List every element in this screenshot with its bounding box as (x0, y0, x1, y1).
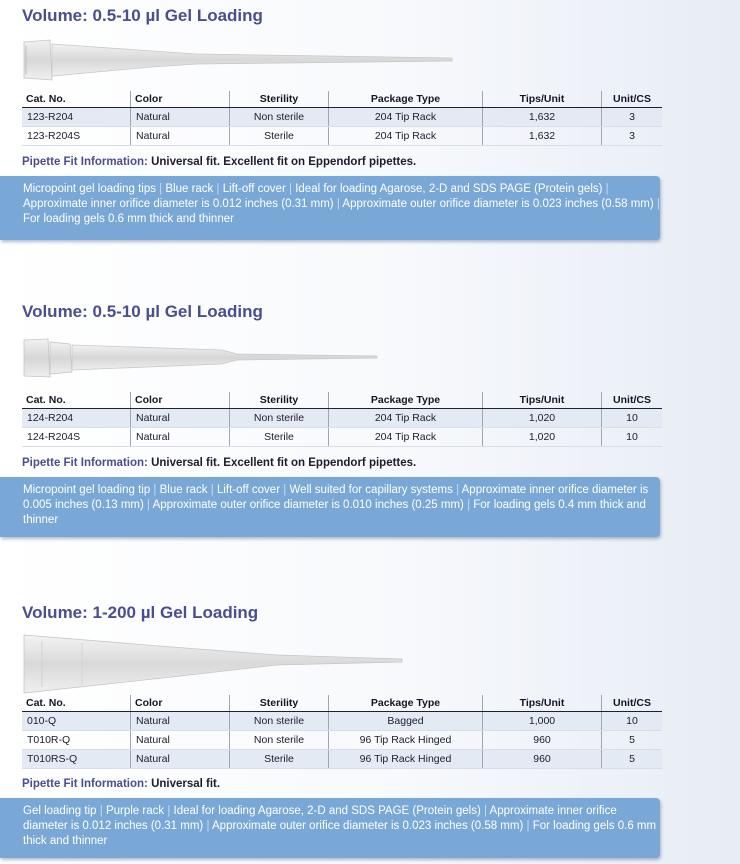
fit-text: Universal fit. Excellent fit on Eppendorf pipettes. (151, 156, 417, 168)
desc-item: Lift-off cover (216, 484, 281, 496)
cell-cat-no: T010R-Q (22, 731, 131, 750)
fit-label: Pipette Fit Information: (22, 156, 148, 168)
desc-item: For loading gels 0.4 mm thick and thinner (23, 499, 646, 526)
desc-item: Approximate outer orifice diameter is 0.023 inches (0.58 mm) (342, 198, 654, 210)
cell-color: Natural (131, 108, 230, 127)
spec-table (22, 695, 662, 769)
desc-item: Approximate inner orifice diameter is 0.005 inches (0.13 mm) (23, 484, 649, 511)
volume-title: Volume: 1-200 µl Gel Loading (22, 603, 259, 622)
header-cat-no: Cat. No. (22, 695, 131, 712)
cell-unit: 5 (602, 750, 663, 769)
cell-sterility: Non sterile (230, 108, 329, 127)
separator: | (153, 484, 157, 496)
cell-sterility: Sterile (230, 750, 329, 769)
cell-package: Bagged (329, 712, 483, 731)
cell-cat-no: 123-R204S (22, 127, 131, 146)
cell-tips: 1,020 (483, 428, 602, 447)
header-cat-no: Cat. No. (22, 91, 131, 108)
pipette-fit-info (22, 778, 220, 790)
separator: | (336, 198, 340, 210)
cell-package: 204 Tip Rack (329, 428, 483, 447)
desc-item: Purple rack (105, 805, 165, 817)
table-row (22, 127, 662, 146)
cell-color: Natural (131, 127, 230, 146)
header-unit-cs: Unit/CS (602, 392, 663, 409)
desc-item: Approximate outer orifice diameter is 0.023 inches (0.58 mm) (212, 820, 524, 832)
separator: | (456, 484, 460, 496)
separator: | (656, 198, 660, 210)
header-color: Color (131, 392, 230, 409)
header-sterility: Sterility (230, 695, 329, 712)
table-header-row (22, 91, 662, 108)
cell-color: Natural (131, 731, 230, 750)
desc-item: Blue rack (159, 484, 208, 496)
cell-cat-no: 010-Q (22, 712, 131, 731)
cell-sterility: Non sterile (230, 409, 329, 428)
separator: | (99, 805, 103, 817)
cell-unit: 3 (602, 127, 663, 146)
desc-item: Lift-off cover (222, 183, 286, 195)
pipette-tip-image (22, 336, 472, 380)
fit-text: Universal fit. (151, 778, 221, 790)
cell-tips: 960 (483, 750, 602, 769)
table-header-row (22, 695, 662, 712)
cell-sterility: Sterile (230, 127, 329, 146)
cell-tips: 1,632 (483, 127, 602, 146)
desc-item: Micropoint gel loading tips (23, 183, 156, 195)
cell-package: 204 Tip Rack (329, 127, 483, 146)
separator: | (283, 484, 287, 496)
cell-color: Natural (131, 428, 230, 447)
header-tips-unit: Tips/Unit (483, 91, 602, 108)
fit-text: Universal fit. Excellent fit on Eppendorf pipettes. (151, 457, 417, 469)
header-unit-cs: Unit/CS (602, 91, 663, 108)
pipette-fit-info (22, 156, 416, 168)
separator: | (167, 805, 171, 817)
header-color: Color (131, 695, 230, 712)
cell-unit: 10 (602, 428, 663, 447)
desc-item: Well suited for capillary systems (289, 484, 453, 496)
spec-table (22, 392, 662, 447)
cell-package: 204 Tip Rack (329, 409, 483, 428)
table-row (22, 750, 662, 769)
description-box (0, 176, 660, 240)
cell-package: 96 Tip Rack Hinged (329, 750, 483, 769)
desc-item: Approximate outer orifice diameter is 0.010 inches (0.25 mm) (152, 499, 464, 511)
separator: | (210, 484, 214, 496)
header-package-type: Package Type (329, 91, 483, 108)
description-box (0, 798, 660, 858)
header-sterility: Sterility (230, 392, 329, 409)
pipette-tip-image (22, 633, 472, 697)
fit-label: Pipette Fit Information: (22, 778, 148, 790)
cell-unit: 3 (602, 108, 663, 127)
table-header-row (22, 392, 662, 409)
pipette-tip-image (22, 36, 472, 84)
cell-tips: 960 (483, 731, 602, 750)
table-row (22, 712, 662, 731)
separator: | (483, 805, 487, 817)
separator: | (526, 820, 530, 832)
desc-item: Gel loading tip (23, 805, 97, 817)
table-row (22, 731, 662, 750)
header-color: Color (131, 91, 230, 108)
spec-table (22, 91, 662, 146)
cell-sterility: Sterile (230, 428, 329, 447)
header-package-type: Package Type (329, 392, 483, 409)
cell-unit: 5 (602, 731, 663, 750)
separator: | (289, 183, 292, 195)
header-sterility: Sterility (230, 91, 329, 108)
cell-cat-no: T010RS-Q (22, 750, 131, 769)
cell-cat-no: 124-R204S (22, 428, 131, 447)
cell-cat-no: 123-R204 (22, 108, 131, 127)
cell-package: 96 Tip Rack Hinged (329, 731, 483, 750)
desc-item: For loading gels 0.6 mm thick and thinner (23, 213, 234, 225)
cell-package: 204 Tip Rack (329, 108, 483, 127)
table-row (22, 108, 662, 127)
desc-item: For loading gels 0.6 mm thick and thinner (23, 820, 657, 847)
separator: | (159, 183, 163, 195)
desc-item: Approximate inner orifice diameter is 0.012 inches (0.31 mm) (23, 805, 617, 832)
desc-item: Micropoint gel loading tip (23, 484, 151, 496)
cell-unit: 10 (602, 409, 663, 428)
volume-title: Volume: 0.5-10 µl Gel Loading (22, 6, 263, 25)
cell-tips: 1,000 (483, 712, 602, 731)
table-row (22, 409, 662, 428)
cell-color: Natural (131, 712, 230, 731)
header-cat-no: Cat. No. (22, 392, 131, 409)
cell-sterility: Non sterile (230, 731, 329, 750)
header-package-type: Package Type (329, 695, 483, 712)
header-unit-cs: Unit/CS (602, 695, 663, 712)
cell-cat-no: 124-R204 (22, 409, 131, 428)
pipette-fit-info (22, 457, 416, 469)
fit-label: Pipette Fit Information: (22, 457, 148, 469)
side-title (680, 0, 740, 400)
separator: | (216, 183, 220, 195)
volume-title: Volume: 0.5-10 µl Gel Loading (22, 302, 263, 321)
separator: | (605, 183, 609, 195)
description-box (0, 477, 660, 537)
desc-item: Blue rack (165, 183, 214, 195)
cell-tips: 1,020 (483, 409, 602, 428)
desc-item: Ideal for loading Agarose, 2-D and SDS PAGE (Protein gels) (173, 805, 481, 817)
desc-item: Ideal for loading Agarose, 2-D and SDS PAGE (Protein gels) (295, 183, 603, 195)
separator: | (147, 499, 151, 511)
cell-unit: 10 (602, 712, 663, 731)
header-tips-unit: Tips/Unit (483, 695, 602, 712)
separator: | (206, 820, 210, 832)
separator: | (467, 499, 471, 511)
desc-item: Approximate inner orifice diameter is 0.012 inches (0.31 mm) (23, 198, 334, 210)
cell-sterility: Non sterile (230, 712, 329, 731)
table-row (22, 428, 662, 447)
cell-color: Natural (131, 750, 230, 769)
cell-color: Natural (131, 409, 230, 428)
cell-tips: 1,632 (483, 108, 602, 127)
header-tips-unit: Tips/Unit (483, 392, 602, 409)
